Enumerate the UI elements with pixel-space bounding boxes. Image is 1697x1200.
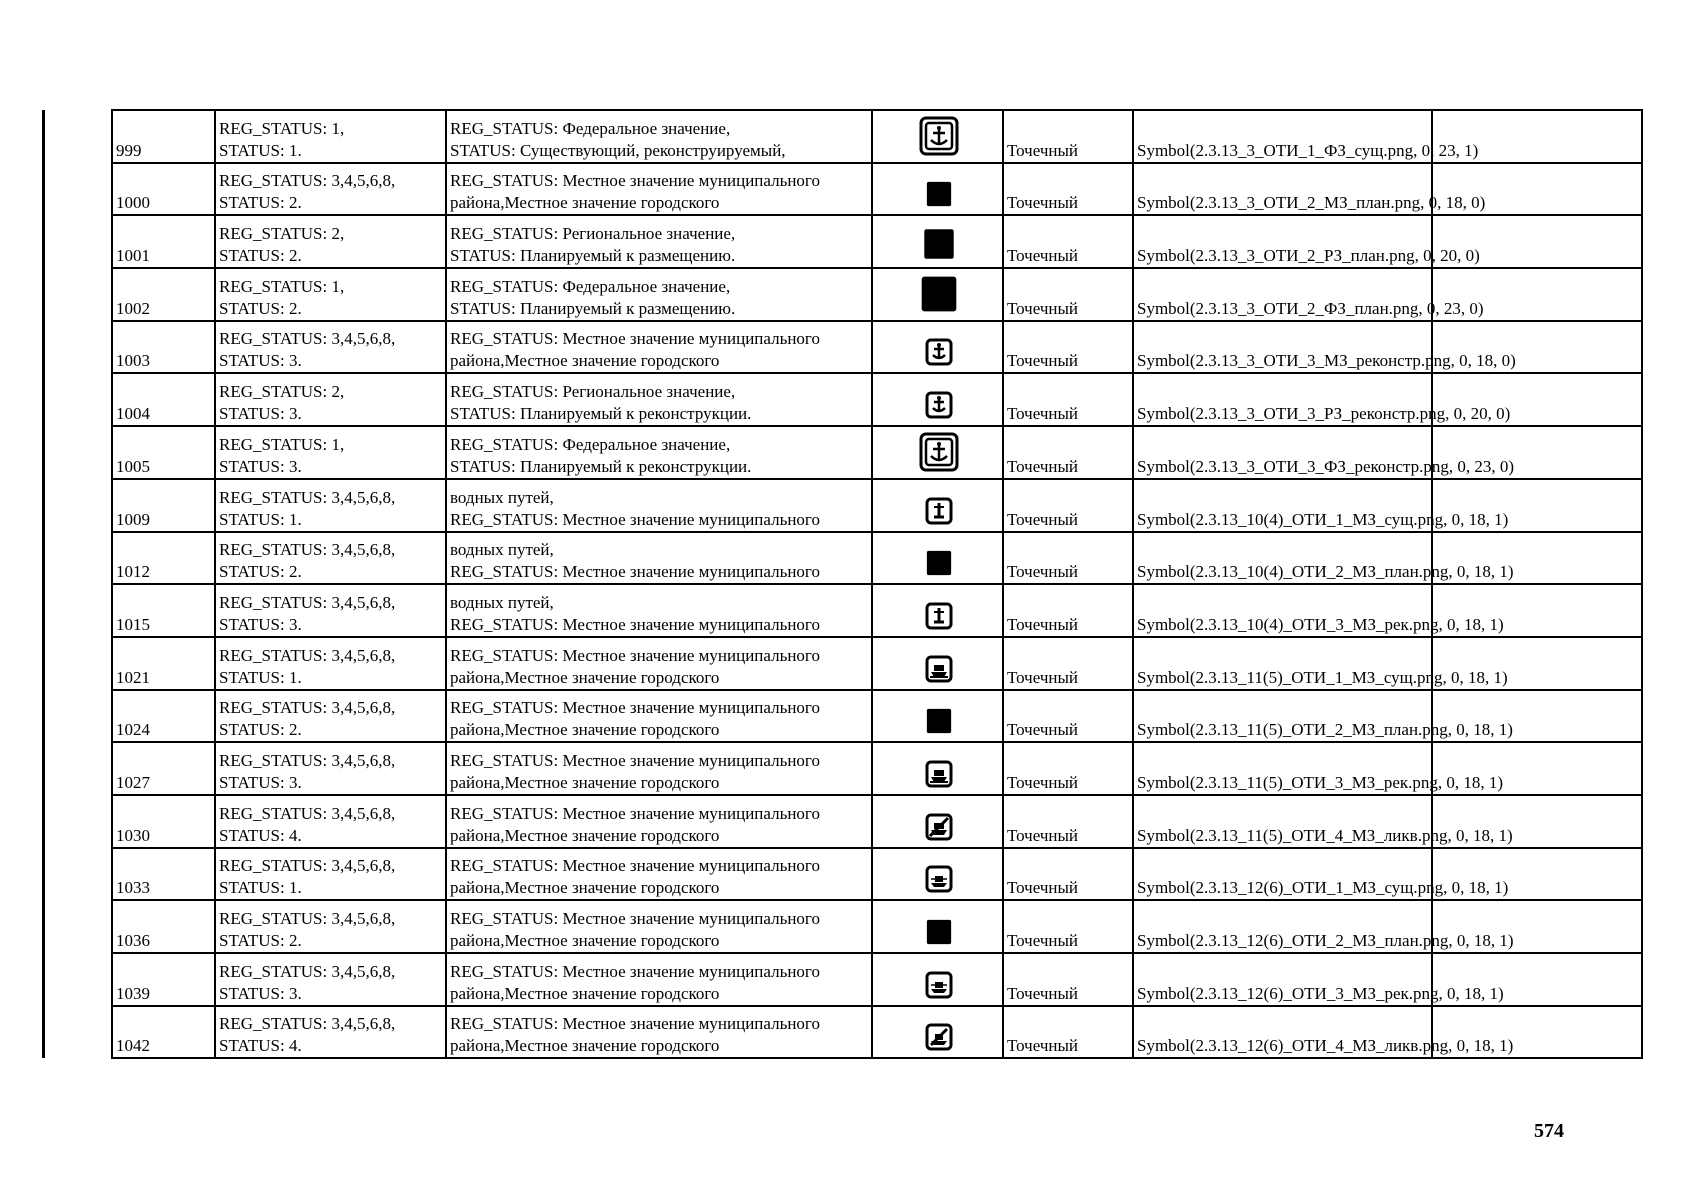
table-row [112, 795, 1642, 848]
description-line: REG_STATUS: Местное значение муниципального [450, 750, 820, 770]
symbol-expression-cell: Symbol(2.3.13_3_ОТИ_1_ФЗ_сущ.png, 0, 23, 1) [1133, 110, 1432, 163]
margin-line [42, 110, 45, 1058]
description-cell [446, 215, 872, 268]
object-id-cell: 1030 [112, 795, 215, 848]
symbol-image-cell [872, 953, 1003, 1006]
geometry-type-cell: Точечный [1003, 795, 1133, 848]
object-id-cell: 1036 [112, 900, 215, 953]
geometry-type-cell: Точечный [1003, 110, 1133, 163]
symbol-expression-cell: Symbol(2.3.13_10(4)_ОТИ_2_МЗ_план.png, 0, 18, 1) [1133, 532, 1432, 585]
geometry-type-cell: Точечный [1003, 321, 1133, 374]
reg-status-line: STATUS: 1. [219, 140, 302, 160]
symbol-image-cell [872, 215, 1003, 268]
reg-status-line: REG_STATUS: 3,4,5,6,8, [219, 329, 396, 349]
reg-status-line: STATUS: 2. [219, 562, 302, 582]
object-id-cell: 1000 [112, 163, 215, 216]
object-id-cell: 1015 [112, 584, 215, 637]
reg-status-line: STATUS: 1. [219, 878, 302, 898]
symbol-expression-cell: Symbol(2.3.13_3_ОТИ_2_ФЗ_план.png, 0, 23, 0) [1133, 268, 1432, 321]
object-id-cell: 999 [112, 110, 215, 163]
symbol-image-cell [872, 742, 1003, 795]
object-id-cell: 1012 [112, 532, 215, 585]
reg-status-line: STATUS: 3. [219, 983, 302, 1003]
symbol-expression-cell: Symbol(2.3.13_12(6)_ОТИ_2_МЗ_план.png, 0, 18, 1) [1133, 900, 1432, 953]
anchor-icon-framed [919, 432, 959, 478]
reg-status-line: STATUS: 3. [219, 614, 302, 634]
reg-status-cell [215, 900, 446, 953]
reg-status-line: REG_STATUS: 1, [219, 118, 345, 138]
reg-status-cell [215, 953, 446, 1006]
filled-square-icon [925, 180, 953, 214]
description-line: REG_STATUS: Местное значение муниципального [450, 509, 820, 529]
reg-status-line: REG_STATUS: 3,4,5,6,8, [219, 540, 396, 560]
symbol-expression-cell: Symbol(2.3.13_3_ОТИ_2_МЗ_план.png, 0, 18, 0) [1133, 163, 1432, 216]
description-line: REG_STATUS: Местное значение муниципального [450, 329, 820, 349]
symbol-image-cell [872, 584, 1003, 637]
description-cell [446, 321, 872, 374]
table-row [112, 742, 1642, 795]
symbol-image-cell [872, 321, 1003, 374]
reg-status-cell [215, 1006, 446, 1059]
description-cell [446, 532, 872, 585]
reg-status-line: REG_STATUS: 1, [219, 434, 345, 454]
geometry-type-cell: Точечный [1003, 163, 1133, 216]
symbol-expression-cell: Symbol(2.3.13_3_ОТИ_2_РЗ_план.png, 0, 20, 0) [1133, 215, 1432, 268]
filled-square-icon [925, 549, 953, 583]
table-row [112, 1006, 1642, 1059]
description-line: REG_STATUS: Местное значение муниципального [450, 614, 820, 634]
reg-status-cell [215, 215, 446, 268]
description-line: REG_STATUS: Местное значение муниципального [450, 1014, 820, 1034]
reg-status-cell [215, 637, 446, 690]
symbol-expression-cell: Symbol(2.3.13_11(5)_ОТИ_2_МЗ_план.png, 0, 18, 1) [1133, 690, 1432, 743]
reg-status-cell [215, 532, 446, 585]
description-cell [446, 268, 872, 321]
reg-status-line: STATUS: 1. [219, 667, 302, 687]
symbol-image-cell [872, 426, 1003, 479]
boat-crossed-icon [925, 1023, 953, 1057]
symbol-expression-cell: Symbol(2.3.13_11(5)_ОТИ_4_МЗ_ликв.png, 0, 18, 1) [1133, 795, 1432, 848]
reg-status-cell [215, 742, 446, 795]
description-line: STATUS: Планируемый к размещению. [450, 298, 736, 318]
reg-status-cell [215, 163, 446, 216]
description-cell [446, 637, 872, 690]
filled-square-icon [919, 274, 959, 320]
table-row [112, 848, 1642, 901]
reg-status-cell [215, 848, 446, 901]
reg-status-cell [215, 110, 446, 163]
table-row [112, 163, 1642, 216]
description-line: района,Местное значение городского [450, 931, 720, 950]
description-line: района,Местное значение городского [450, 772, 720, 792]
description-line: STATUS: Планируемый к реконструкции. [450, 404, 752, 424]
reg-status-line: REG_STATUS: 3,4,5,6,8, [219, 592, 396, 612]
description-cell [446, 163, 872, 216]
table-row [112, 900, 1642, 953]
ship-icon [925, 760, 953, 794]
symbol-image-cell [872, 110, 1003, 163]
description-line: REG_STATUS: Региональное значение, [450, 224, 736, 244]
geometry-type-cell: Точечный [1003, 690, 1133, 743]
filled-square-icon [922, 227, 956, 267]
description-line: REG_STATUS: Местное значение муниципального [450, 562, 820, 582]
reg-status-cell [215, 321, 446, 374]
description-cell [446, 426, 872, 479]
geometry-type-cell: Точечный [1003, 268, 1133, 321]
symbol-expression-cell: Symbol(2.3.13_3_ОТИ_3_РЗ_реконстр.png, 0, 20, 0) [1133, 373, 1432, 426]
symbol-image-cell [872, 373, 1003, 426]
geometry-type-cell: Точечный [1003, 584, 1133, 637]
description-line: REG_STATUS: Местное значение муниципального [450, 698, 820, 718]
symbol-expression-cell: Symbol(2.3.13_10(4)_ОТИ_1_МЗ_сущ.png, 0, 18, 1) [1133, 479, 1432, 532]
symbol-table [111, 109, 1643, 1059]
boat-icon [925, 971, 953, 1005]
mooring-icon [925, 497, 953, 531]
geometry-type-cell: Точечный [1003, 742, 1133, 795]
reg-status-line: REG_STATUS: 2, [219, 382, 345, 402]
table-row [112, 110, 1642, 163]
reg-status-line: STATUS: 2. [219, 931, 302, 950]
description-line: района,Местное значение городского [450, 1036, 720, 1056]
geometry-type-cell: Точечный [1003, 426, 1133, 479]
object-id-cell: 1042 [112, 1006, 215, 1059]
reg-status-line: REG_STATUS: 1, [219, 276, 345, 296]
description-line: REG_STATUS: Местное значение муниципального [450, 856, 820, 876]
description-cell [446, 742, 872, 795]
reg-status-cell [215, 426, 446, 479]
reg-status-line: REG_STATUS: 3,4,5,6,8, [219, 487, 396, 507]
description-cell [446, 373, 872, 426]
symbol-image-cell [872, 848, 1003, 901]
description-line: REG_STATUS: Федеральное значение, [450, 276, 731, 296]
description-line: REG_STATUS: Местное значение муниципального [450, 803, 820, 823]
object-id-cell: 1039 [112, 953, 215, 1006]
reg-status-line: REG_STATUS: 3,4,5,6,8, [219, 961, 396, 981]
reg-status-line: REG_STATUS: 3,4,5,6,8, [219, 750, 396, 770]
symbol-image-cell [872, 532, 1003, 585]
description-cell [446, 479, 872, 532]
description-line: REG_STATUS: Местное значение муниципального [450, 961, 820, 981]
table-row [112, 268, 1642, 321]
description-cell [446, 110, 872, 163]
reg-status-line: STATUS: 4. [219, 825, 302, 845]
description-line: STATUS: Существующий, реконструируемый, [450, 140, 786, 160]
description-line: района,Местное значение городского [450, 351, 720, 371]
reg-status-line: STATUS: 3. [219, 404, 302, 424]
description-line: водных путей, [450, 540, 554, 560]
geometry-type-cell: Точечный [1003, 900, 1133, 953]
symbol-expression-cell: Symbol(2.3.13_10(4)_ОТИ_3_МЗ_рек.png, 0, 18, 1) [1133, 584, 1432, 637]
description-cell [446, 900, 872, 953]
reg-status-line: STATUS: 3. [219, 772, 302, 792]
anchor-icon [925, 338, 953, 372]
object-id-cell: 1021 [112, 637, 215, 690]
object-id-cell: 1005 [112, 426, 215, 479]
reg-status-cell [215, 479, 446, 532]
description-line: района,Местное значение городского [450, 983, 720, 1003]
description-cell [446, 690, 872, 743]
geometry-type-cell: Точечный [1003, 848, 1133, 901]
object-id-cell: 1002 [112, 268, 215, 321]
object-id-cell: 1033 [112, 848, 215, 901]
description-line: STATUS: Планируемый к размещению. [450, 246, 736, 266]
description-line: района,Местное значение городского [450, 825, 720, 845]
geometry-type-cell: Точечный [1003, 953, 1133, 1006]
description-line: REG_STATUS: Федеральное значение, [450, 118, 731, 138]
anchor-icon-framed [919, 116, 959, 162]
description-line: REG_STATUS: Местное значение муниципального [450, 171, 820, 191]
reg-status-line: STATUS: 2. [219, 193, 302, 213]
description-cell [446, 1006, 872, 1059]
table-row [112, 584, 1642, 637]
symbol-image-cell [872, 690, 1003, 743]
description-cell [446, 848, 872, 901]
symbol-image-cell [872, 637, 1003, 690]
symbol-image-cell [872, 479, 1003, 532]
description-line: района,Местное значение городского [450, 667, 720, 687]
geometry-type-cell: Точечный [1003, 373, 1133, 426]
description-line: района,Местное значение городского [450, 720, 720, 740]
ship-icon [925, 655, 953, 689]
object-id-cell: 1001 [112, 215, 215, 268]
reg-status-line: REG_STATUS: 3,4,5,6,8, [219, 1014, 396, 1034]
symbol-image-cell [872, 1006, 1003, 1059]
table-row [112, 426, 1642, 479]
symbol-image-cell [872, 795, 1003, 848]
filled-square-icon [925, 918, 953, 952]
reg-status-cell [215, 373, 446, 426]
reg-status-line: STATUS: 2. [219, 720, 302, 740]
reg-status-line: REG_STATUS: 3,4,5,6,8, [219, 856, 396, 876]
reg-status-line: REG_STATUS: 3,4,5,6,8, [219, 645, 396, 665]
description-line: REG_STATUS: Местное значение муниципального [450, 909, 820, 928]
description-line: района,Местное значение городского [450, 878, 720, 898]
table-row [112, 532, 1642, 585]
description-line: водных путей, [450, 592, 554, 612]
geometry-type-cell: Точечный [1003, 479, 1133, 532]
table-row [112, 479, 1642, 532]
table-row [112, 215, 1642, 268]
table-row [112, 953, 1642, 1006]
reg-status-line: STATUS: 4. [219, 1036, 302, 1056]
description-line: района,Местное значение городского [450, 193, 720, 213]
symbol-image-cell [872, 268, 1003, 321]
description-line: REG_STATUS: Федеральное значение, [450, 434, 731, 454]
reg-status-line: STATUS: 2. [219, 246, 302, 266]
symbol-expression-cell: Symbol(2.3.13_12(6)_ОТИ_1_МЗ_сущ.png, 0, 18, 1) [1133, 848, 1432, 901]
description-cell [446, 795, 872, 848]
description-line: REG_STATUS: Региональное значение, [450, 382, 736, 402]
object-id-cell: 1009 [112, 479, 215, 532]
table-row [112, 637, 1642, 690]
symbol-expression-cell: Symbol(2.3.13_11(5)_ОТИ_3_МЗ_рек.png, 0, 18, 1) [1133, 742, 1432, 795]
description-cell [446, 584, 872, 637]
object-id-cell: 1003 [112, 321, 215, 374]
table-row [112, 321, 1642, 374]
object-id-cell: 1027 [112, 742, 215, 795]
symbol-expression-cell: Symbol(2.3.13_12(6)_ОТИ_4_МЗ_ликв.png, 0, 18, 1) [1133, 1006, 1432, 1059]
reg-status-line: REG_STATUS: 3,4,5,6,8, [219, 803, 396, 823]
reg-status-cell [215, 795, 446, 848]
filled-square-icon [925, 707, 953, 741]
anchor-icon [925, 391, 953, 425]
reg-status-cell [215, 584, 446, 637]
reg-status-line: REG_STATUS: 2, [219, 224, 345, 244]
reg-status-line: STATUS: 3. [219, 351, 302, 371]
reg-status-line: REG_STATUS: 3,4,5,6,8, [219, 909, 396, 928]
symbol-image-cell [872, 900, 1003, 953]
object-id-cell: 1004 [112, 373, 215, 426]
symbol-expression-cell: Symbol(2.3.13_3_ОТИ_3_МЗ_реконстр.png, 0, 18, 0) [1133, 321, 1432, 374]
symbol-expression-cell: Symbol(2.3.13_12(6)_ОТИ_3_МЗ_рек.png, 0, 18, 1) [1133, 953, 1432, 1006]
description-line: STATUS: Планируемый к реконструкции. [450, 456, 752, 476]
symbol-image-cell [872, 163, 1003, 216]
reg-status-line: STATUS: 2. [219, 298, 302, 318]
description-line: REG_STATUS: Местное значение муниципального [450, 645, 820, 665]
mooring-icon [925, 602, 953, 636]
table-row [112, 373, 1642, 426]
object-id-cell: 1024 [112, 690, 215, 743]
reg-status-line: REG_STATUS: 3,4,5,6,8, [219, 171, 396, 191]
reg-status-cell [215, 268, 446, 321]
page-number: 574 [1534, 1120, 1564, 1142]
boat-icon [925, 865, 953, 899]
description-line: водных путей, [450, 487, 554, 507]
ship-crossed-icon [925, 813, 953, 847]
symbol-expression-cell: Symbol(2.3.13_11(5)_ОТИ_1_МЗ_сущ.png, 0, 18, 1) [1133, 637, 1432, 690]
reg-status-line: STATUS: 1. [219, 509, 302, 529]
geometry-type-cell: Точечный [1003, 215, 1133, 268]
geometry-type-cell: Точечный [1003, 532, 1133, 585]
geometry-type-cell: Точечный [1003, 637, 1133, 690]
reg-status-cell [215, 690, 446, 743]
geometry-type-cell: Точечный [1003, 1006, 1133, 1059]
reg-status-line: REG_STATUS: 3,4,5,6,8, [219, 698, 396, 718]
table-row [112, 690, 1642, 743]
reg-status-line: STATUS: 3. [219, 456, 302, 476]
description-cell [446, 953, 872, 1006]
symbol-expression-cell: Symbol(2.3.13_3_ОТИ_3_ФЗ_реконстр.png, 0, 23, 0) [1133, 426, 1432, 479]
